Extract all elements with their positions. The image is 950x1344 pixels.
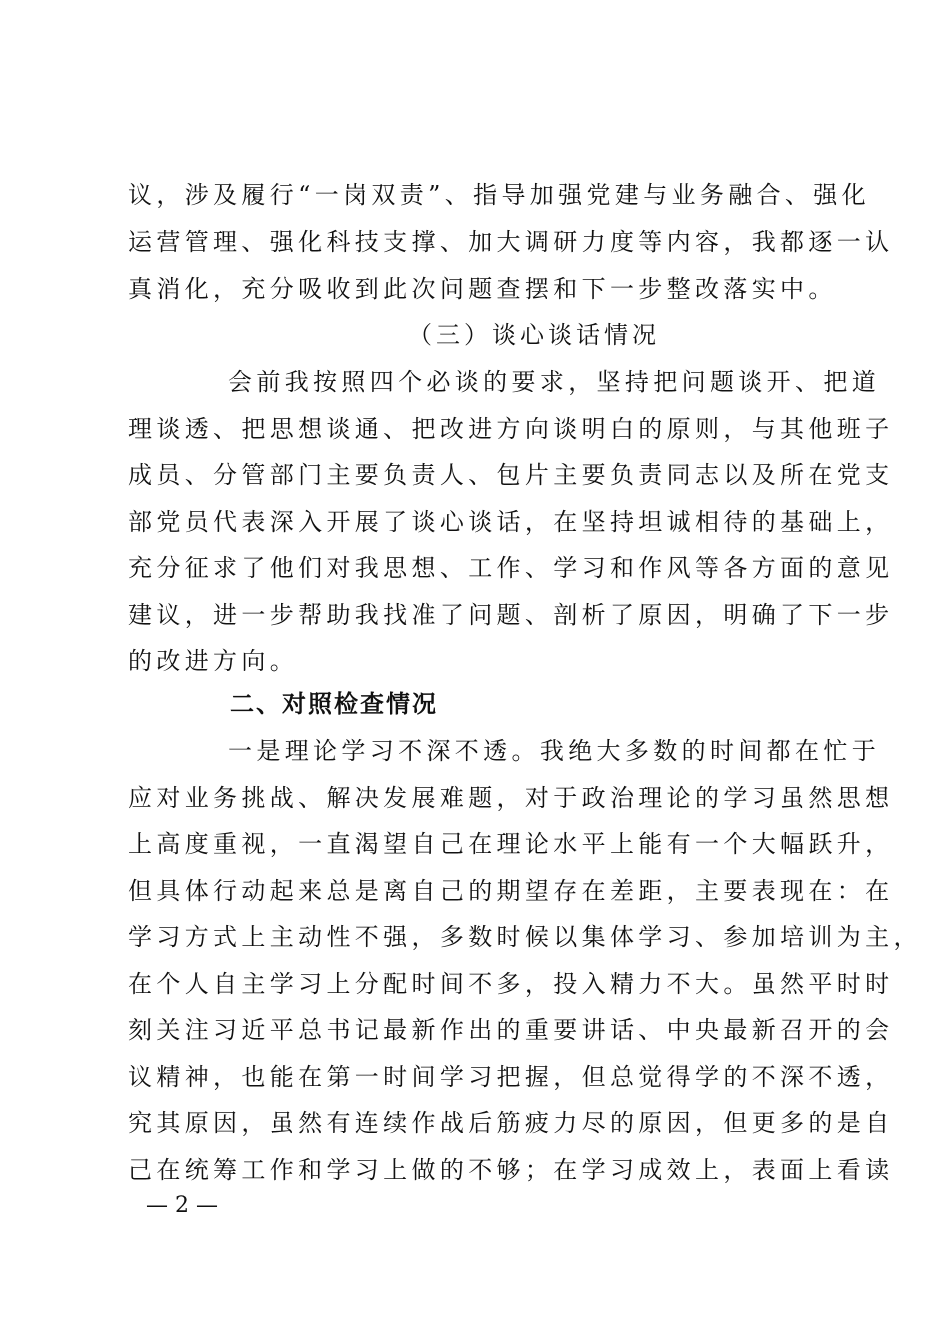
body-text-line: 但具体行动起来总是离自己的期望存在差距，主要表现在：在 xyxy=(128,877,894,905)
body-text-line: 议精神，也能在第一时间学习把握，但总觉得学的不深不透， xyxy=(128,1063,894,1091)
body-text-line: 上高度重视，一直渴望自己在理论水平上能有一个大幅跃升， xyxy=(128,830,894,858)
section-subheading: （三）谈心谈话情况 xyxy=(408,321,660,349)
body-text-line: 的改进方向。 xyxy=(128,647,299,675)
body-text-line: 应对业务挑战、解决发展难题，对于政治理论的学习虽然思想 xyxy=(128,784,894,812)
body-text-line: 究其原因，虽然有连续作战后筋疲力尽的原因，但更多的是自 xyxy=(128,1109,894,1137)
body-text-line: 部党员代表深入开展了谈心谈话，在坚持坦诚相待的基础上， xyxy=(128,508,894,536)
page-number: — 2 — xyxy=(146,1193,218,1218)
body-text-line: 会前我按照四个必谈的要求，坚持把问题谈开、把道 xyxy=(228,368,881,396)
body-text-line: 成员、分管部门主要负责人、包片主要负责同志以及所在党支 xyxy=(128,461,894,489)
body-text-line: 议，涉及履行“一岗双责”、指导加强党建与业务融合、强化 xyxy=(128,181,870,209)
section-heading: 二、对照检查情况 xyxy=(230,690,438,718)
body-text-line: 一是理论学习不深不透。我绝大多数的时间都在忙于 xyxy=(228,737,881,765)
body-text-line: 充分征求了他们对我思想、工作、学习和作风等各方面的意见 xyxy=(128,554,894,582)
body-text-line: 己在统筹工作和学习上做的不够；在学习成效上，表面上看读 xyxy=(128,1156,894,1184)
body-text-line: 学习方式上主动性不强，多数时候以集体学习、参加培训为主， xyxy=(128,923,922,951)
body-text-line: 运营管理、强化科技支撑、加大调研力度等内容，我都逐一认 xyxy=(128,228,894,256)
body-text-line: 建议，进一步帮助我找准了问题、剖析了原因，明确了下一步 xyxy=(128,601,894,629)
body-text-line: 真消化，充分吸收到此次问题查摆和下一步整改落实中。 xyxy=(128,275,837,303)
body-text-line: 理谈透、把思想谈通、把改进方向谈明白的原则，与其他班子 xyxy=(128,415,894,443)
body-text-line: 刻关注习近平总书记最新作出的重要讲话、中央最新召开的会 xyxy=(128,1016,894,1044)
body-text-line: 在个人自主学习上分配时间不多，投入精力不大。虽然平时时 xyxy=(128,970,894,998)
